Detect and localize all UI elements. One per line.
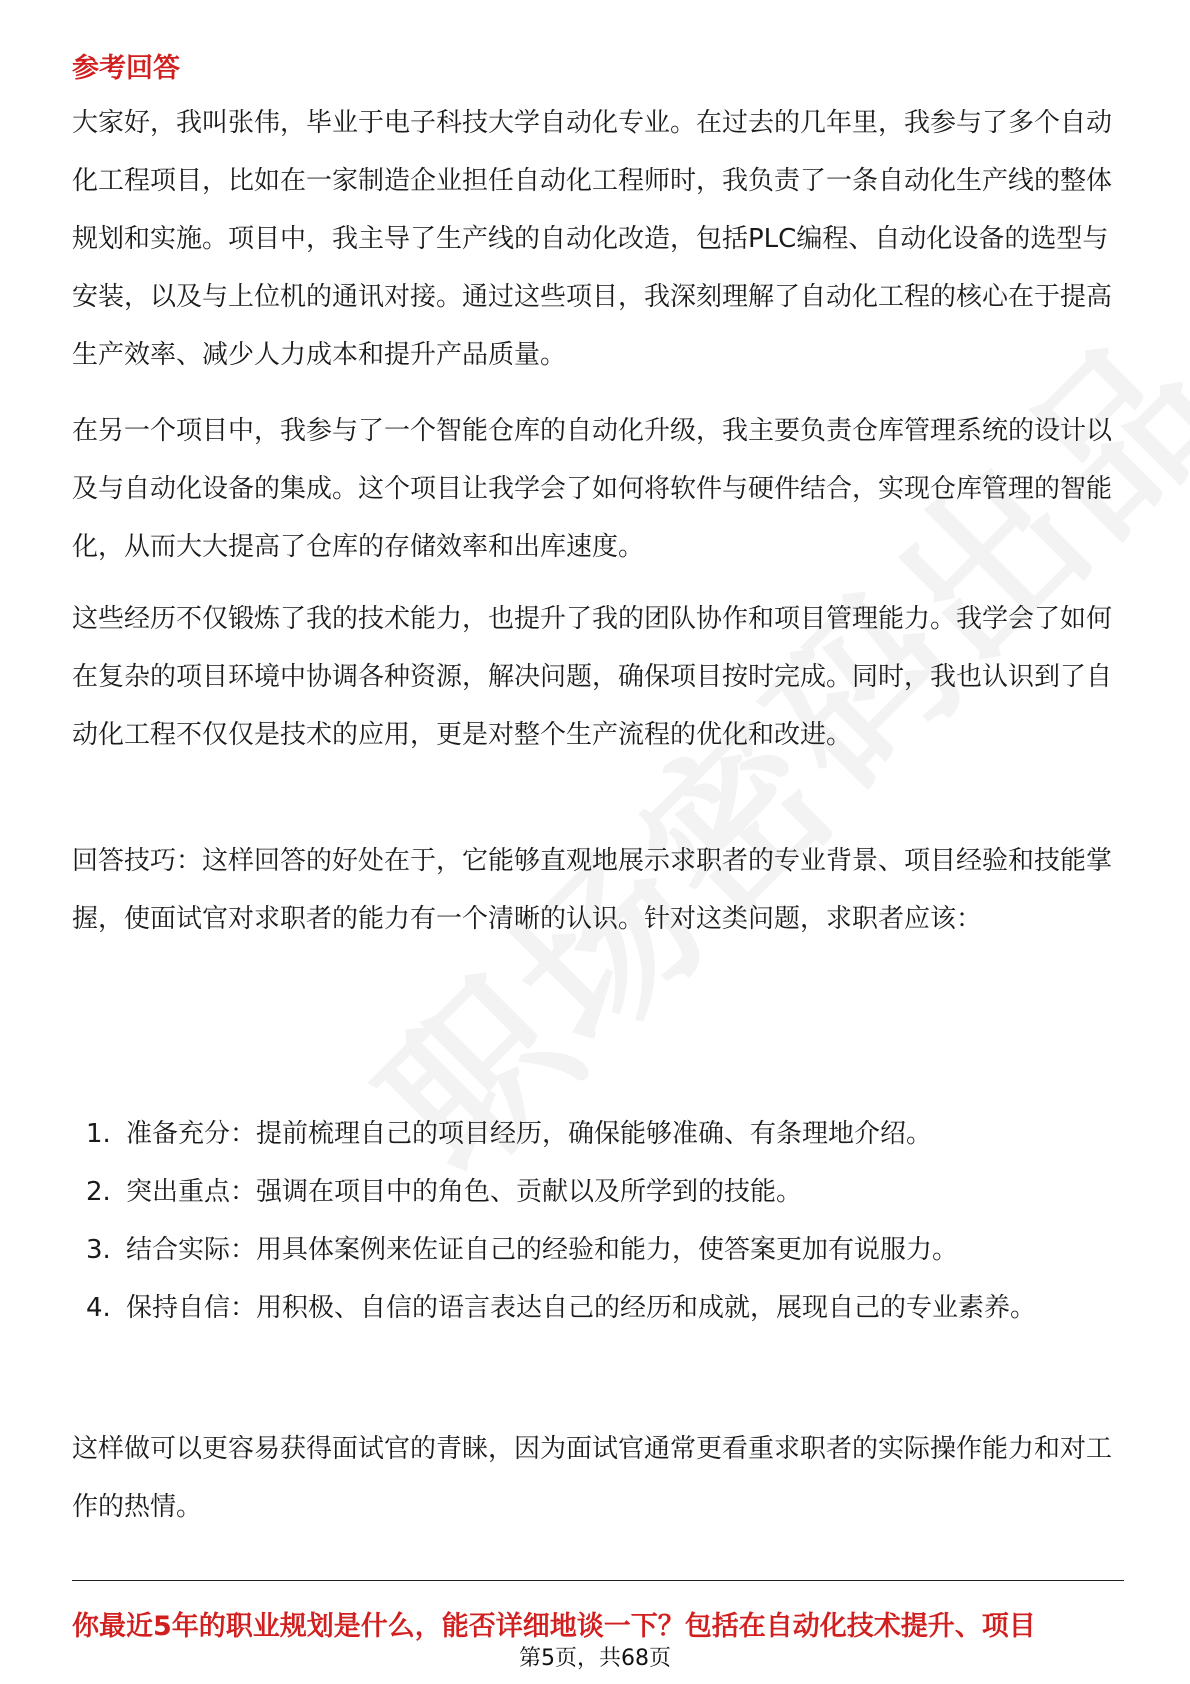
divider bbox=[72, 1580, 1124, 1581]
list-text: 准备充分：提前梳理自己的项目经历，确保能够准确、有条理地介绍。 bbox=[126, 1119, 933, 1149]
page-footer bbox=[0, 1641, 1190, 1672]
answer-paragraph-3: 这些经历不仅锻炼了我的技术能力，也提升了我的团队协作和项目管理能力。我学会了如何在复杂的项目环境中协调各种资源，解决问题，确保项目按时完成。同时，我也认识到了自动化工程不仅仅是技术的应用，更是对整个生产流程的优化和改进。 bbox=[72, 604, 1113, 750]
list-number: 4. bbox=[86, 1293, 111, 1323]
tips-list bbox=[72, 1105, 1124, 1337]
page-number: 第5页，共68页 bbox=[513, 1646, 677, 1671]
tips-intro-paragraph: 回答技巧：这样回答的好处在于，它能够直观地展示求职者的专业背景、项目经验和技能掌握，使面试官对求职者的能力有一个清晰的认识。针对这类问题，求职者应该： bbox=[72, 846, 1113, 934]
next-question-heading: 你最近5年的职业规划是什么，能否详细地谈一下？包括在自动化技术提升、项目 bbox=[72, 1611, 1036, 1642]
list-number: 1. bbox=[86, 1119, 111, 1149]
list-text: 保持自信：用积极、自信的语言表达自己的经历和成就，展现自己的专业素养。 bbox=[126, 1293, 1037, 1323]
list-item bbox=[72, 1105, 1124, 1163]
list-number: 3. bbox=[86, 1235, 111, 1265]
list-item bbox=[72, 1163, 1124, 1221]
list-text: 结合实际：用具体案例来佐证自己的经验和能力，使答案更加有说服力。 bbox=[126, 1235, 959, 1265]
section-title: 参考回答 bbox=[72, 53, 180, 84]
closing-paragraph: 这样做可以更容易获得面试官的青睐，因为面试官通常更看重求职者的实际操作能力和对工作的热情。 bbox=[72, 1434, 1113, 1522]
list-item bbox=[72, 1221, 1124, 1279]
answer-paragraph-1: 大家好，我叫张伟，毕业于电子科技大学自动化专业。在过去的几年里，我参与了多个自动化工程项目，比如在一家制造企业担任自动化工程师时，我负责了一条自动化生产线的整体规划和实施。项目中，我主导了生产线的自动化改造，包括PLC编程、自动化设备的选型与安装，以及与上位机的通讯对接。通过这些项目，我深刻理解了自动化工程的核心在于提高生产效率、减少人力成本和提升产品质量。 bbox=[72, 108, 1113, 370]
list-item bbox=[72, 1279, 1124, 1337]
list-text: 突出重点：强调在项目中的角色、贡献以及所学到的技能。 bbox=[126, 1177, 803, 1207]
list-number: 2. bbox=[86, 1177, 111, 1207]
answer-paragraph-2: 在另一个项目中，我参与了一个智能仓库的自动化升级，我主要负责仓库管理系统的设计以及与自动化设备的集成。这个项目让我学会了如何将软件与硬件结合，实现仓库管理的智能化，从而大大提高了仓库的存储效率和出库速度。 bbox=[72, 416, 1113, 562]
